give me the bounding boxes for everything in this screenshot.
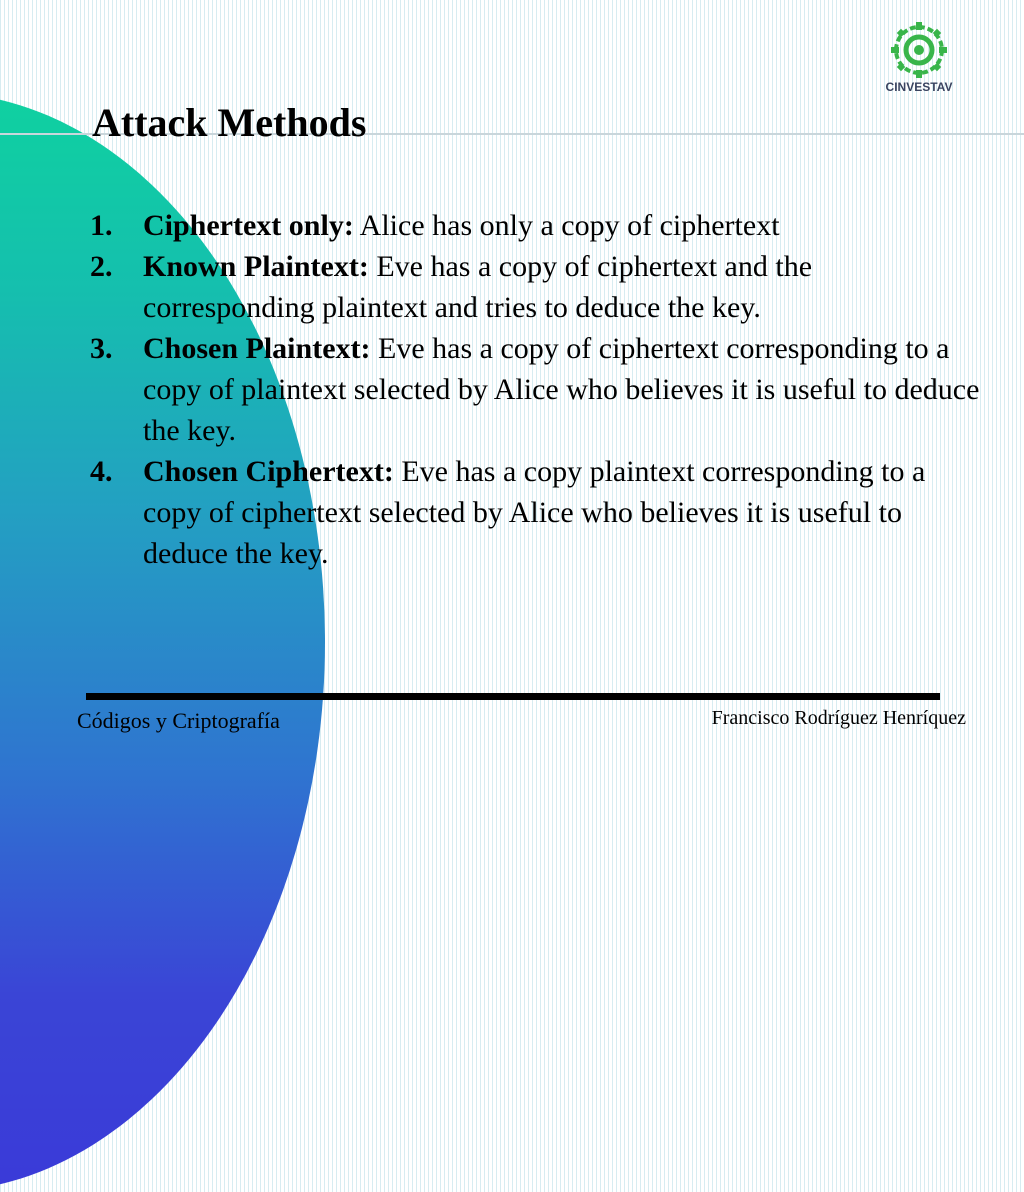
list-item [90, 246, 980, 328]
item-term: Known Plaintext: [143, 250, 369, 283]
list-item [90, 328, 980, 451]
item-description: Alice has only a copy of ciphertext [359, 209, 780, 242]
item-number: 3. [90, 332, 113, 365]
item-term: Chosen Plaintext: [143, 332, 371, 365]
footer-author: Francisco Rodríguez Henríquez [711, 707, 966, 729]
slide-title: Attack Methods [92, 100, 367, 145]
gear-logo-icon [878, 18, 960, 80]
logo-text: CINVESTAV [885, 80, 953, 94]
item-term: Chosen Ciphertext: [143, 455, 394, 488]
attack-methods-list [90, 205, 980, 574]
list-item [90, 205, 980, 246]
item-number: 2. [90, 250, 113, 283]
item-description: Eve has a copy plaintext corresponding to a copy of ciphertext selected by Alice who believes it is useful to deduce the key. [143, 455, 926, 570]
item-number: 1. [90, 209, 113, 242]
item-number: 4. [90, 455, 113, 488]
item-term: Ciphertext only: [143, 209, 354, 242]
footer-divider-line [86, 693, 940, 700]
footer-course-title: Códigos y Criptografía [77, 708, 280, 733]
list-item [90, 451, 980, 574]
item-description: Eve has a copy of ciphertext corresponding to a copy of plaintext selected by Alice who believes it is useful to deduce the key. [143, 332, 980, 447]
item-description: Eve has a copy of ciphertext and the corresponding plaintext and tries to deduce the key. [143, 250, 813, 324]
cinvestav-logo [878, 18, 960, 100]
